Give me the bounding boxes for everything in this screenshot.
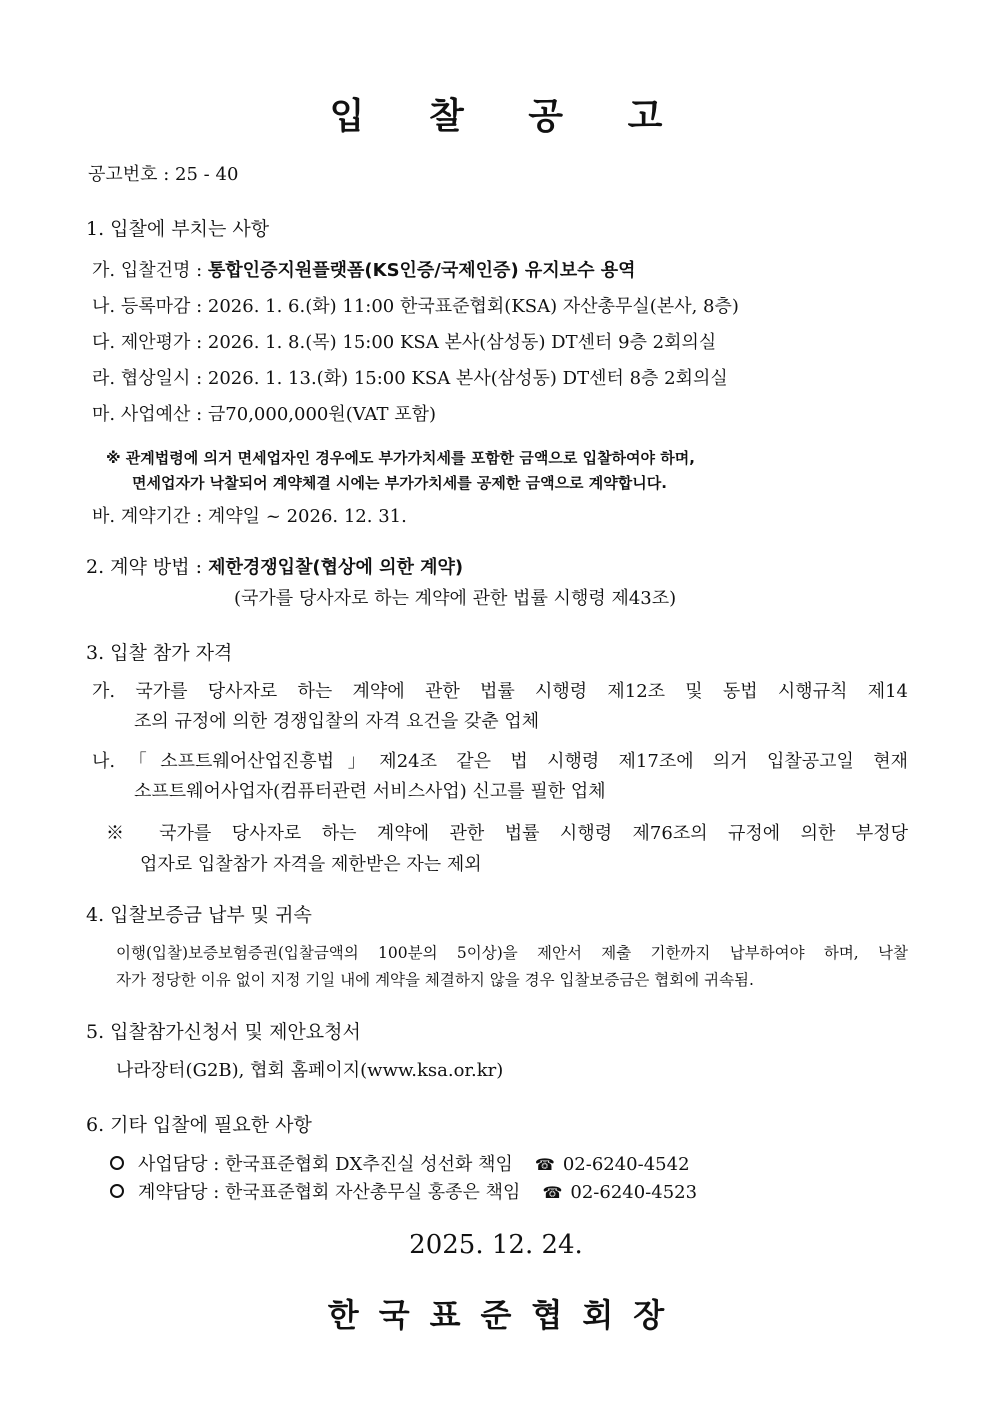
circle-bullet-icon — [110, 1184, 124, 1198]
section2-legal-basis: (국가를 당사자로 하는 계약에 관한 법률 시행령 제43조) — [234, 588, 677, 609]
notice-date: 2025. 12. 24. — [409, 1230, 583, 1260]
contact-phone: 02-6240-4523 — [570, 1182, 698, 1203]
organization-signature: 한국표준협회장 — [327, 1296, 685, 1334]
section3-note-line2: 업자로 입찰참가 자격을 제한받은 자는 제외 — [140, 854, 482, 875]
item-label: 바. 계약기간 : — [92, 506, 203, 527]
contact-contract — [110, 1178, 697, 1204]
section1-item-evaluation — [92, 328, 716, 354]
contact-text: 사업담당 : 한국표준협회 DX추진실 성선화 책임 — [138, 1154, 513, 1175]
section1-item-period — [92, 502, 407, 528]
item-value: 2026. 1. 8.(목) 15:00 KSA 본사(삼성동) DT센터 9층 2회의실 — [207, 332, 717, 353]
section6-heading: 6. 기타 입찰에 필요한 사항 — [86, 1114, 312, 1136]
item-value: 2026. 1. 13.(화) 15:00 KSA 본사(삼성동) DT센터 8층 2회의실 — [207, 368, 728, 389]
contact-business — [110, 1150, 690, 1176]
item-value: 금70,000,000원(VAT 포함) — [207, 404, 437, 425]
item-label: 라. 협상일시 : — [92, 368, 203, 389]
section1-item-title — [92, 256, 636, 282]
section3-item-a-line2: 조의 규정에 의한 경쟁입찰의 자격 요건을 갖춘 업체 — [134, 711, 540, 732]
section3-note-line1: ※ 국가를 당사자로 하는 계약에 관한 법률 시행령 제76조의 규정에 의한 부정당 — [106, 823, 908, 844]
section5-line: 나라장터(G2B), 협회 홈페이지(www.ksa.or.kr) — [116, 1060, 504, 1081]
section1-item-deadline — [92, 292, 739, 318]
page-title: 입 찰 공 고 — [329, 96, 689, 137]
section3-heading: 3. 입찰 참가 자격 — [86, 642, 233, 664]
phone-icon: ☎ — [534, 1155, 555, 1174]
section1-heading: 1. 입찰에 부치는 사항 — [86, 218, 270, 240]
section5-heading: 5. 입찰참가신청서 및 제안요청서 — [86, 1021, 361, 1043]
item-label: 가. 입찰건명 : — [92, 260, 203, 281]
contact-text: 계약담당 : 한국표준협회 자산총무실 홍종은 책임 — [138, 1182, 521, 1203]
section1-item-budget — [92, 400, 436, 426]
section2-heading — [86, 552, 463, 579]
section4-line2: 자가 정당한 이유 없이 지정 기일 내에 계약을 체결하지 않을 경우 입찰보증금은 협회에 귀속됨. — [116, 971, 754, 989]
section3-item-b-line1: 나.「소프트웨어산업진흥법」제24조 같은 법 시행령 제17조에 의거 입찰공고일 현재 — [92, 751, 908, 772]
item-label: 나. 등록마감 : — [92, 296, 203, 317]
contact-phone: 02-6240-4542 — [562, 1154, 690, 1175]
section4-heading: 4. 입찰보증금 납부 및 귀속 — [86, 904, 312, 926]
section1-item-negotiation — [92, 364, 728, 390]
section3-item-b-line2: 소프트웨어사업자(컴퓨터관련 서비스사업) 신고를 필한 업체 — [134, 781, 606, 802]
section4-line1: 이행(입찰)보증보험증권(입찰금액의 100분의 5이상)을 제안서 제출 기한까지 납부하여야 하며, 낙찰 — [116, 944, 908, 962]
item-value: 통합인증지원플랫폼(KS인증/국제인증) 유지보수 용역 — [207, 260, 636, 281]
section3-item-a-line1: 가. 국가를 당사자로 하는 계약에 관한 법률 시행령 제12조 및 동법 시행규칙 제14 — [92, 681, 908, 702]
notice-number: 공고번호 : 25 - 40 — [88, 164, 239, 185]
item-label: 마. 사업예산 : — [92, 404, 203, 425]
phone-icon: ☎ — [542, 1183, 563, 1202]
item-label: 다. 제안평가 : — [92, 332, 203, 353]
section2-heading-value: 제한경쟁입찰(협상에 의한 계약) — [208, 557, 464, 578]
item-value: 계약일 ~ 2026. 12. 31. — [207, 506, 407, 527]
item-value: 2026. 1. 6.(화) 11:00 한국표준협회(KSA) 자산총무실(본사, 8층) — [207, 296, 739, 317]
section2-heading-prefix: 2. 계약 방법 : — [86, 556, 209, 578]
circle-bullet-icon — [110, 1156, 124, 1170]
vat-note-line2: 면세업자가 낙찰되어 계약체결 시에는 부가가치세를 공제한 금액으로 계약합니다. — [132, 474, 667, 492]
vat-note-line1: ※ 관계법령에 의거 면세업자인 경우에도 부가가치세를 포함한 금액으로 입찰하여야 하며, — [106, 449, 695, 467]
